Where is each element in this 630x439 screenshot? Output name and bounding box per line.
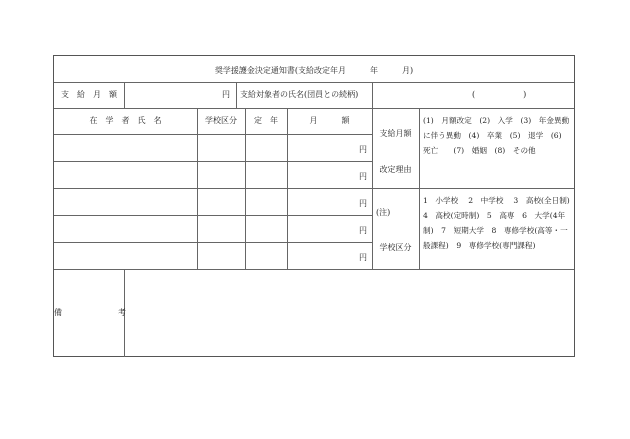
scholarship-notice-form — [53, 55, 578, 357]
row4-yen: 円 — [359, 226, 367, 235]
label-note: (注) — [376, 208, 391, 217]
label-revision-reason: 改定理由 — [379, 165, 412, 174]
rule-header-bottom — [54, 134, 372, 135]
header-year: 定 年 — [254, 116, 278, 125]
monthly-payment-yen: 円 — [222, 90, 230, 99]
rule-table-v3 — [287, 108, 288, 269]
recipient-label: 支給対象者の氏名(団員との続柄) — [240, 90, 359, 99]
remarks-label: 備 考 — [54, 308, 126, 317]
label-payment-amount: 支給月額 — [379, 129, 412, 138]
rule-row3-bottom — [54, 215, 372, 216]
header-monthly-amount: 月 額 — [309, 116, 350, 125]
revision-reasons-list: (1) 月額改定 (2) 入学 (3) 年金異動に伴う異動 (4) 卒業 (5) 退学 (6) 死亡 (7) 婚姻 (8) その他 — [423, 116, 570, 155]
rule-row5-bottom — [54, 269, 574, 270]
row1-yen: 円 — [359, 145, 367, 154]
row5-yen: 円 — [359, 253, 367, 262]
row2-yen: 円 — [359, 172, 367, 181]
header-student-name: 在 学 者 氏 名 — [89, 116, 162, 125]
row3-yen: 円 — [359, 199, 367, 208]
rule-table-v2 — [245, 108, 246, 269]
rule-row2-bottom — [54, 188, 574, 189]
rule-table-v5 — [419, 108, 420, 269]
rule-title-bottom — [54, 82, 574, 83]
rule-row4-bottom — [54, 242, 372, 243]
rule-payment-v2 — [236, 82, 237, 108]
form-title: 奨学援護金決定通知書(支給改定年月 年 月) — [214, 66, 414, 75]
label-school-type: 学校区分 — [379, 243, 412, 252]
monthly-payment-label: 支 給 月 額 — [61, 90, 117, 99]
header-school-type: 学校区分 — [205, 116, 237, 125]
rule-table-v1 — [197, 108, 198, 269]
rule-payment-v1 — [124, 82, 125, 108]
recipient-parenthesis: ( ) — [472, 90, 527, 99]
rule-row1-bottom — [54, 161, 372, 162]
rule-payment-v3 — [372, 82, 373, 108]
school-types-list: 1 小学校 2 中学校 3 高校(全日制) 4 高校(定時制) 5 高専 6 大学(4年制) 7 短期大学 8 専修学校(高等・一般課程) 9 専修学校(専門課程) — [423, 196, 578, 250]
rule-payment-bottom — [54, 108, 574, 109]
